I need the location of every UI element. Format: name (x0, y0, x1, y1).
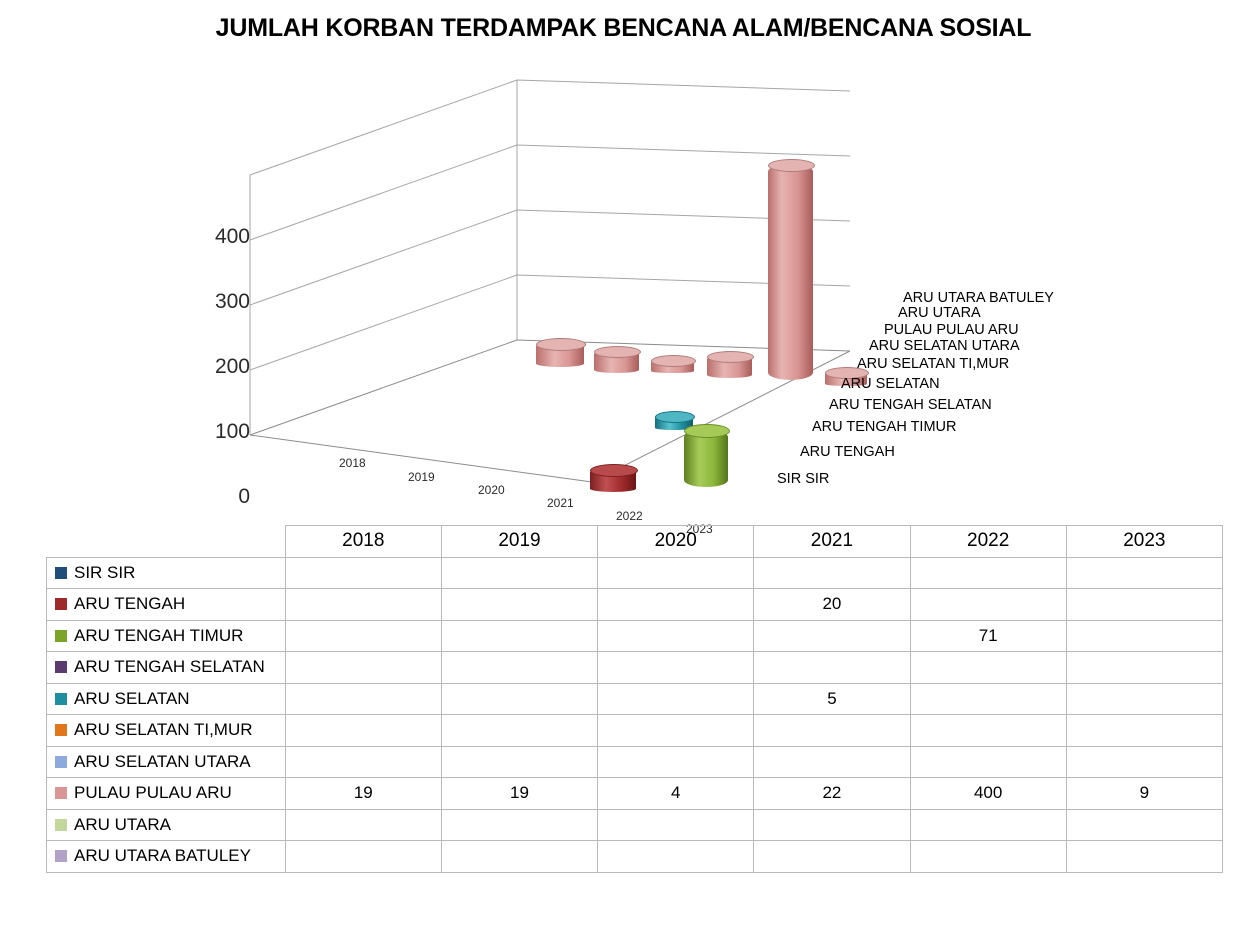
legend-swatch-icon (55, 756, 67, 768)
cell-aru-tengah-selatan-2020 (598, 652, 754, 684)
table-row-label-aru-selatan-utara (47, 746, 286, 778)
cell-aru-selatan-utara-2018 (285, 746, 441, 778)
table-row-label-aru-utara-batuley (47, 841, 286, 873)
table-header-2021: 2021 (754, 526, 910, 558)
cell-aru-tengah-selatan-2023 (1066, 652, 1222, 684)
table-header-2018: 2018 (285, 526, 441, 558)
cell-aru-utara-batuley-2023 (1066, 841, 1222, 873)
row-label-text: PULAU PULAU ARU (74, 783, 232, 803)
y-axis-tick-0: 0 (238, 485, 250, 508)
cell-aru-tengah-2018 (285, 589, 441, 621)
cell-sir-sir-2022 (910, 557, 1066, 589)
x-axis-tick-2020: 2020 (478, 483, 505, 497)
bar-aru-tengah-2021 (590, 469, 636, 492)
cell-aru-selatan-2019 (441, 683, 597, 715)
bar-pulau-pulau-aru-2021 (707, 356, 752, 378)
depth-axis-label-aru-tengah: ARU TENGAH (800, 444, 895, 460)
page-title: JUMLAH KORBAN TERDAMPAK BENCANA ALAM/BENCANA SOSIAL (215, 14, 1032, 42)
depth-axis-label-sir-sir: SIR SIR (777, 471, 830, 487)
bar-top (707, 351, 754, 363)
cell-aru-utara-2021 (754, 809, 910, 841)
cell-aru-selatan-2023 (1066, 683, 1222, 715)
depth-axis-label-aru-utara: ARU UTARA (898, 305, 981, 321)
cell-aru-utara-batuley-2020 (598, 841, 754, 873)
table-row-label-sir-sir (47, 557, 286, 589)
bar-pulau-pulau-aru-2018 (536, 343, 584, 367)
legend-swatch-icon (55, 787, 67, 799)
cell-aru-selatan-2021: 5 (754, 683, 910, 715)
x-axis-tick-2021: 2021 (547, 496, 574, 510)
table-row-label-pulau-pulau-aru (47, 778, 286, 810)
legend-swatch-icon (55, 819, 67, 831)
cell-aru-tengah-timur-2018 (285, 620, 441, 652)
legend-swatch-icon (55, 693, 67, 705)
cell-aru-selatan-timur-2019 (441, 715, 597, 747)
cell-aru-tengah-timur-2023 (1066, 620, 1222, 652)
cell-aru-tengah-2023 (1066, 589, 1222, 621)
table-row (47, 620, 1223, 652)
depth-axis-label-aru-tengah-selatan: ARU TENGAH SELATAN (829, 397, 992, 413)
y-axis-tick-400: 400 (214, 225, 250, 248)
cell-aru-selatan-2018 (285, 683, 441, 715)
table-row (47, 746, 1223, 778)
row-label-text: ARU UTARA BATULEY (74, 846, 251, 866)
cell-aru-tengah-2019 (441, 589, 597, 621)
table-header-row (47, 526, 1223, 558)
table-row-label-aru-tengah-selatan (47, 652, 286, 684)
cell-aru-selatan-utara-2022 (910, 746, 1066, 778)
cell-aru-tengah-timur-2022: 71 (910, 620, 1066, 652)
cell-sir-sir-2018 (285, 557, 441, 589)
cell-aru-selatan-timur-2022 (910, 715, 1066, 747)
table-header-2019: 2019 (441, 526, 597, 558)
table-row (47, 589, 1223, 621)
depth-axis-label-pulau-pulau-aru: PULAU PULAU ARU (884, 322, 1019, 338)
table-row (47, 715, 1223, 747)
cell-aru-tengah-2022 (910, 589, 1066, 621)
cell-pulau-pulau-aru-2022: 400 (910, 778, 1066, 810)
cell-pulau-pulau-aru-2020: 4 (598, 778, 754, 810)
cell-aru-tengah-timur-2020 (598, 620, 754, 652)
bar-body (684, 430, 728, 487)
cell-sir-sir-2019 (441, 557, 597, 589)
table-row-label-aru-selatan-timur (47, 715, 286, 747)
data-table-body (47, 526, 1223, 873)
cell-aru-tengah-timur-2019 (441, 620, 597, 652)
chart-plot-area (0, 60, 1247, 536)
bar-top (655, 411, 695, 423)
cell-aru-utara-2018 (285, 809, 441, 841)
x-axis-tick-2019: 2019 (408, 470, 435, 484)
legend-swatch-icon (55, 598, 67, 610)
table-row-label-aru-tengah (47, 589, 286, 621)
cell-aru-selatan-timur-2018 (285, 715, 441, 747)
bar-body (768, 164, 813, 380)
bar-top (536, 338, 586, 351)
legend-swatch-icon (55, 630, 67, 642)
bar-pulau-pulau-aru-2019 (594, 351, 639, 373)
cell-sir-sir-2020 (598, 557, 754, 589)
table-row-label-aru-selatan (47, 683, 286, 715)
depth-axis-label-aru-selatan: ARU SELATAN (841, 376, 940, 392)
table-row-label-aru-utara (47, 809, 286, 841)
bar-top (768, 159, 815, 172)
bar-pulau-pulau-aru-2020 (651, 360, 694, 373)
row-label-text: ARU TENGAH TIMUR (74, 625, 244, 645)
cell-aru-selatan-timur-2023 (1066, 715, 1222, 747)
cell-aru-tengah-selatan-2019 (441, 652, 597, 684)
bar-top (651, 355, 696, 367)
cell-aru-utara-2023 (1066, 809, 1222, 841)
depth-axis-label-aru-utara-batuley: ARU UTARA BATULEY (903, 290, 1054, 306)
cell-pulau-pulau-aru-2021: 22 (754, 778, 910, 810)
y-axis-tick-200: 200 (214, 355, 250, 378)
depth-axis-label-aru-selatan-utara: ARU SELATAN UTARA (869, 338, 1020, 354)
cell-aru-utara-batuley-2022 (910, 841, 1066, 873)
row-label-text: ARU SELATAN TI,MUR (74, 720, 253, 740)
bar-top (684, 424, 730, 438)
legend-swatch-icon (55, 567, 67, 579)
table-header-2023: 2023 (1066, 526, 1222, 558)
legend-swatch-icon (55, 661, 67, 673)
y-axis-tick-100: 100 (214, 420, 250, 443)
cell-aru-selatan-timur-2021 (754, 715, 910, 747)
x-axis-tick-2022: 2022 (616, 509, 643, 523)
legend-swatch-icon (55, 850, 67, 862)
row-label-text: ARU TENGAH SELATAN (74, 657, 265, 677)
cell-pulau-pulau-aru-2019: 19 (441, 778, 597, 810)
table-row (47, 809, 1223, 841)
cell-aru-utara-2020 (598, 809, 754, 841)
bar-top (594, 346, 641, 358)
cell-aru-selatan-utara-2021 (754, 746, 910, 778)
bar-top (590, 464, 638, 477)
cell-aru-utara-batuley-2021 (754, 841, 910, 873)
row-label-text: ARU SELATAN (74, 688, 190, 708)
cell-pulau-pulau-aru-2018: 19 (285, 778, 441, 810)
table-row-label-aru-tengah-timur (47, 620, 286, 652)
legend-swatch-icon (55, 724, 67, 736)
table-header-2022: 2022 (910, 526, 1066, 558)
y-axis-tick-300: 300 (214, 290, 250, 313)
row-label-text: ARU UTARA (74, 814, 171, 834)
cell-aru-tengah-selatan-2022 (910, 652, 1066, 684)
cell-aru-tengah-2021: 20 (754, 589, 910, 621)
table-row (47, 683, 1223, 715)
data-table (46, 525, 1223, 873)
table-row (47, 652, 1223, 684)
row-label-text: SIR SIR (74, 562, 136, 582)
cell-aru-selatan-utara-2020 (598, 746, 754, 778)
cell-pulau-pulau-aru-2023: 9 (1066, 778, 1222, 810)
cell-aru-selatan-utara-2019 (441, 746, 597, 778)
cell-aru-utara-batuley-2019 (441, 841, 597, 873)
x-axis-tick-2018: 2018 (339, 456, 366, 470)
depth-axis-label-aru-selatan-timur: ARU SELATAN TI,MUR (857, 356, 1010, 372)
cell-aru-utara-2022 (910, 809, 1066, 841)
row-label-text: ARU SELATAN UTARA (74, 751, 251, 771)
table-row (47, 778, 1223, 810)
cell-aru-utara-2019 (441, 809, 597, 841)
cell-sir-sir-2021 (754, 557, 910, 589)
cell-aru-tengah-timur-2021 (754, 620, 910, 652)
bar-pulau-pulau-aru-2022 (768, 164, 813, 380)
cell-aru-selatan-timur-2020 (598, 715, 754, 747)
cell-aru-tengah-2020 (598, 589, 754, 621)
cell-aru-tengah-selatan-2018 (285, 652, 441, 684)
x-axis-tick-2023: 2023 (686, 522, 713, 536)
table-row (47, 841, 1223, 873)
cell-aru-selatan-2022 (910, 683, 1066, 715)
table-row (47, 557, 1223, 589)
cell-sir-sir-2023 (1066, 557, 1222, 589)
depth-axis-label-aru-tengah-timur: ARU TENGAH TIMUR (812, 419, 957, 435)
cell-aru-selatan-utara-2023 (1066, 746, 1222, 778)
cell-aru-tengah-selatan-2021 (754, 652, 910, 684)
bar-aru-tengah-timur-2022 (684, 430, 728, 487)
cell-aru-utara-batuley-2018 (285, 841, 441, 873)
table-corner-cell (47, 526, 286, 558)
row-label-text: ARU TENGAH (74, 594, 186, 614)
table-header-2020: 2020 (598, 526, 754, 558)
cell-aru-selatan-2020 (598, 683, 754, 715)
